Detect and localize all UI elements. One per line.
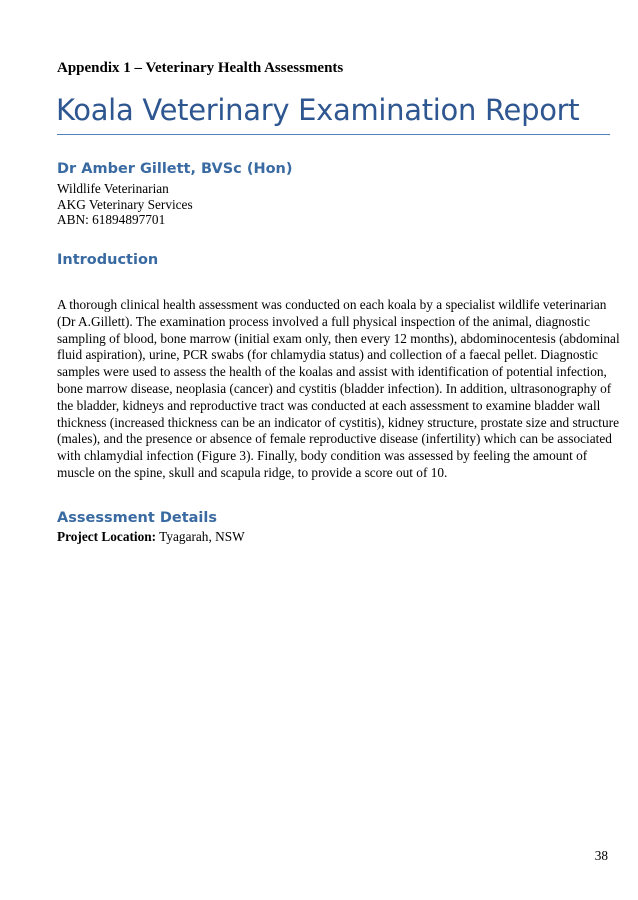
appendix-heading: Appendix 1 – Veterinary Health Assessments [57, 60, 344, 76]
introduction-paragraph [57, 297, 620, 482]
project-location-value: Tyagarah, NSW [159, 529, 245, 544]
introduction-heading: Introduction [57, 252, 159, 268]
report-title: Koala Veterinary Examination Report [56, 93, 580, 127]
author-role: Wildlife Veterinarian [57, 181, 169, 196]
author-company: AKG Veterinary Services [57, 196, 193, 212]
author-abn: ABN: 61894897701 [57, 212, 166, 227]
title-divider [57, 134, 610, 135]
paragraph-line: fluid aspiration), urine, PCR swabs (for chlamydia status) and collection of a faecal pellet. Diagnostic [57, 347, 598, 363]
paragraph-line: with chlamydial infection (Figure 3). Finally, body condition was assessed by feeling the amount of [57, 448, 588, 464]
paragraph-line: A thorough clinical health assessment was conducted on each koala by a specialist wildlife veterinarian [57, 297, 607, 312]
paragraph-line: bone marrow disease, neoplasia (cancer) and cystitis (bladder infection). In addition, ultrasonography of [57, 380, 612, 396]
paragraph-line: samples were used to assess the health of the koalas and assist with identification of potential infection, [57, 364, 607, 380]
paragraph-line: muscle on the spine, skull and scapula ridge, to provide a score out of 10. [57, 464, 448, 480]
project-location [57, 529, 245, 545]
paragraph-line: the bladder, kidneys and reproductive tract was conducted at each assessment to examine bladder wall [57, 397, 601, 413]
page-number: 38 [594, 848, 608, 863]
paragraph-line: (males), and the presence or absence of female reproductive disease (infertility) which can be associated [57, 431, 612, 447]
paragraph-line: (Dr A.Gillett). The examination process involved a full physical inspection of the animal, diagnostic [57, 313, 590, 329]
author-name: Dr Amber Gillett, BVSc (Hon) [57, 161, 293, 177]
project-location-label: Project Location: [57, 529, 157, 544]
author-details [57, 181, 193, 228]
paragraph-line: sampling of blood, bone marrow (initial exam only, then every 12 months), abdominocentesis (abdominal [57, 330, 620, 346]
assessment-details-heading: Assessment Details [57, 510, 217, 526]
paragraph-line: thickness (increased thickness can be an indicator of cystitis), kidney structure, prostate size and structure [57, 414, 619, 430]
